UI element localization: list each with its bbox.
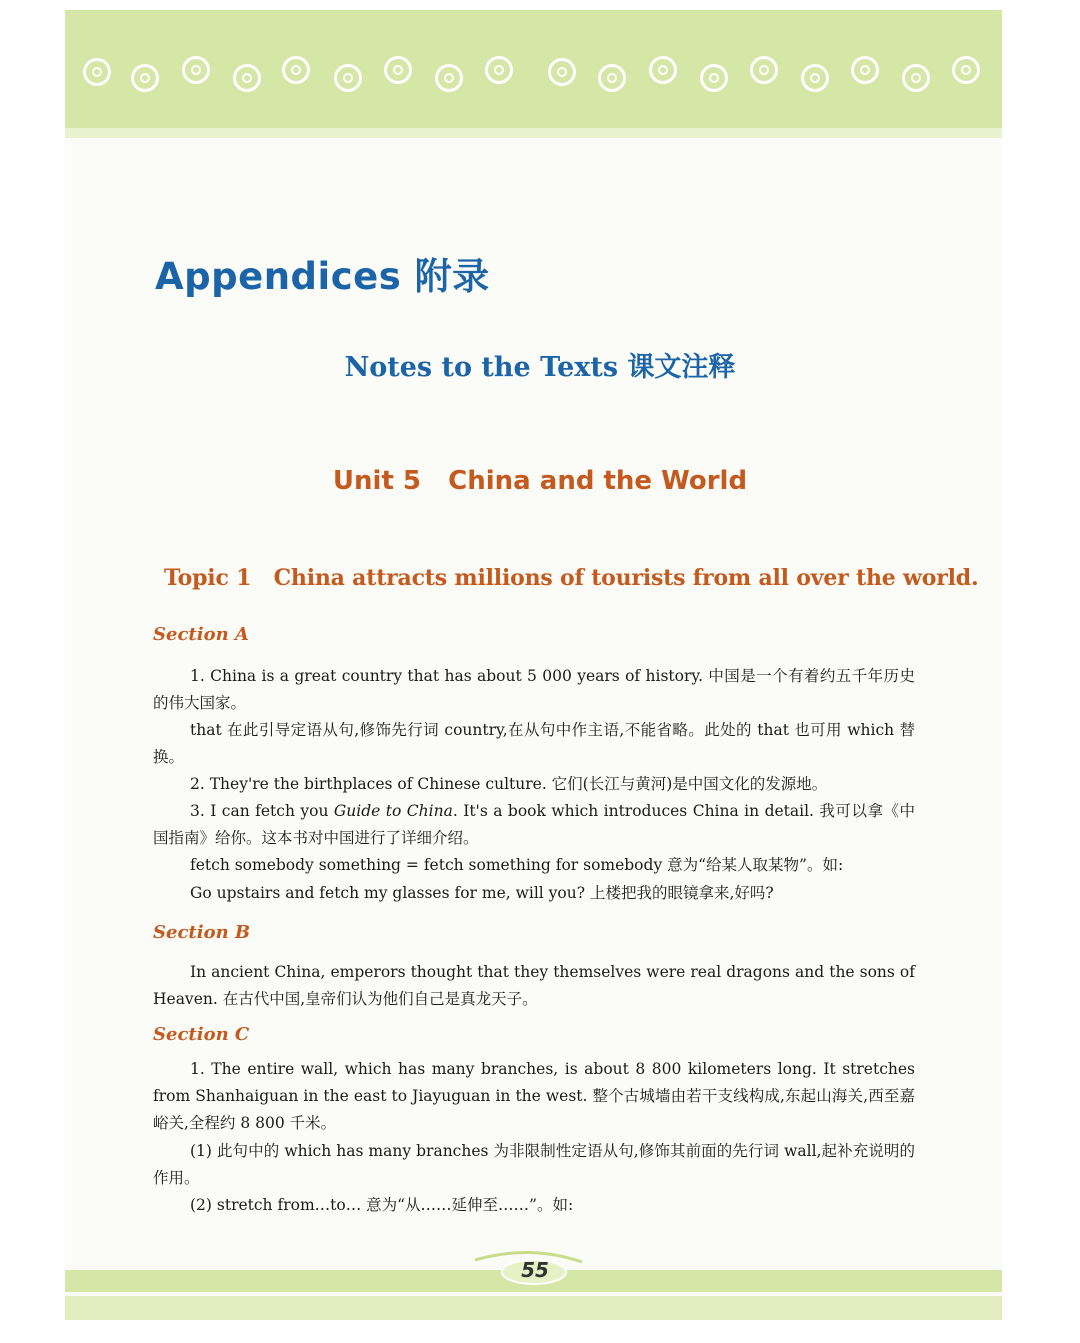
circle-icon <box>700 64 728 92</box>
header-band-edge <box>65 128 1002 138</box>
note-paragraph <box>153 798 915 852</box>
circle-icon <box>83 58 111 86</box>
footer-band-lower <box>65 1296 1002 1320</box>
note-text: . It's a book which introduces China in detail. 我可以拿《中国指南》给你。这本书对中国进行了详细介绍。 <box>153 802 916 847</box>
note-paragraph: fetch somebody something = fetch something for somebody 意为“给某人取某物”。如: <box>190 856 844 874</box>
note-paragraph: (2) stretch from…to… 意为“从……延伸至……”。如: <box>190 1196 574 1214</box>
page-number: 55 <box>521 1258 549 1282</box>
decorative-circles <box>78 50 988 100</box>
section-b-heading: Section B <box>153 922 251 943</box>
circle-icon <box>649 56 677 84</box>
circle-icon <box>801 64 829 92</box>
note-paragraph: that 在此引导定语从句,修饰先行词 country,在从句中作主语,不能省略。此处的 that 也可用 which 替换。 <box>153 721 915 766</box>
note-paragraph: In ancient China, emperors thought that they themselves were real dragons and the sons of Heaven. 在古代中国,皇帝们认为他们自己是真龙天子。 <box>153 963 915 1008</box>
circle-icon <box>750 56 778 84</box>
note-paragraph: 2. They're the birthplaces of Chinese culture. 它们(长江与黄河)是中国文化的发源地。 <box>190 775 828 793</box>
topic-heading: Topic 1 China attracts millions of tourists from all over the world. <box>164 565 979 591</box>
circle-icon <box>282 56 310 84</box>
note-paragraph: 1. The entire wall, which has many branches, is about 8 800 kilometers long. It stretches from Shanhaiguan in the east to Jiayuguan in the west. 整个古城墙由若干支线构成,东起山海关,西至嘉峪关,全程约 8 800 千米。 <box>153 1060 915 1132</box>
circle-icon <box>902 64 930 92</box>
note-paragraph: 1. China is a great country that has about 5 000 years of history. 中国是一个有着约五千年历史的伟大国家。 <box>153 667 915 712</box>
notes-subtitle: Notes to the Texts 课文注释 <box>344 352 736 383</box>
circle-icon <box>334 64 362 92</box>
note-paragraph: (1) 此句中的 which has many branches 为非限制性定语从句,修饰其前面的先行词 wall,起补充说明的作用。 <box>153 1142 915 1187</box>
unit-heading: Unit 5 China and the World <box>332 466 748 496</box>
note-text: 3. I can fetch you <box>190 802 334 820</box>
section-c-heading: Section C <box>153 1024 250 1045</box>
circle-icon <box>384 56 412 84</box>
circle-icon <box>131 64 159 92</box>
circle-icon <box>485 56 513 84</box>
circle-icon <box>182 56 210 84</box>
circle-icon <box>233 64 261 92</box>
circle-icon <box>435 64 463 92</box>
circle-icon <box>851 56 879 84</box>
circle-icon <box>952 56 980 84</box>
circle-icon <box>548 58 576 86</box>
book-title: Guide to China <box>333 802 453 820</box>
circle-icon <box>598 64 626 92</box>
example-sentence: Go upstairs and fetch my glasses for me, will you? 上楼把我的眼镜拿来,好吗? <box>190 884 774 902</box>
page-title: Appendices 附录 <box>155 255 490 298</box>
section-a-heading: Section A <box>153 624 249 645</box>
